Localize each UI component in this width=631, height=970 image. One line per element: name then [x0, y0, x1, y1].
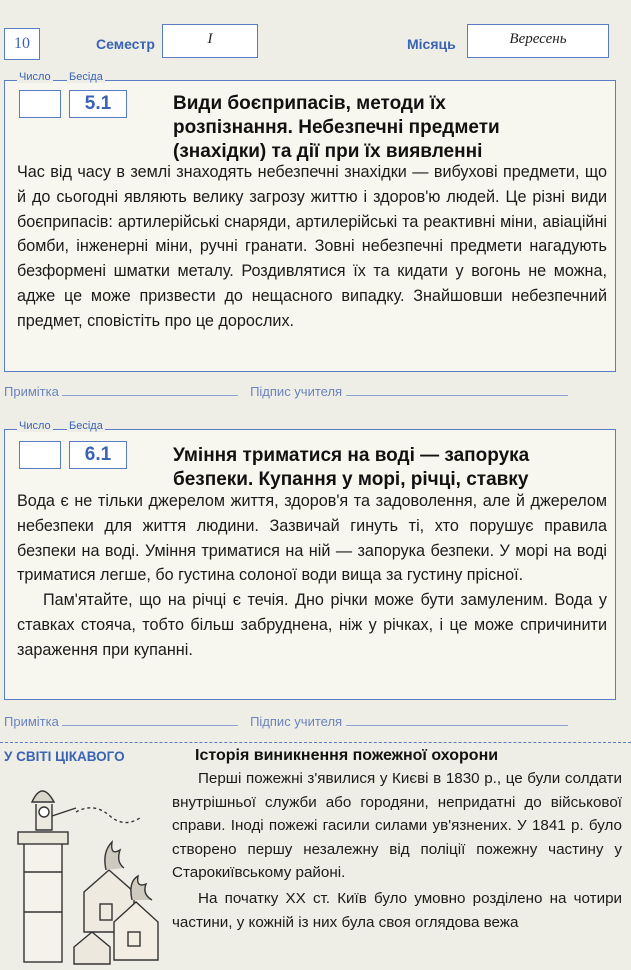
paragraph: Пам'ятайте, що на річці є течія. Дно річки може бути замуленим. Вода у ставках стояча, тобто більш забруднена, ніж у річках, і це може спричинити зараження при купанні.: [17, 591, 607, 659]
date-box[interactable]: [19, 90, 61, 118]
note-line[interactable]: [62, 383, 238, 396]
month-label: Місяць: [407, 36, 456, 52]
signature-label: Підпис учителя: [250, 384, 343, 399]
page-header: [0, 0, 631, 68]
title-line: Види боєприпасів, методи їх: [173, 93, 446, 114]
page-number: 10: [4, 28, 40, 60]
paragraph: Вода є не тільки джерелом життя, здоров'я та задоволення, але й джерелом небезпеки для життя людини. Зазвичай гинуть ті, хто порушує правила безпеки на воді. Уміння триматися на ній — запорука безпеки. У морі на воді триматися легше, бо густина солоної води вища за густину прісної.: [17, 492, 607, 585]
title-line: безпеки. Купання у морі, річці, ставку: [173, 469, 529, 490]
lesson-number: 6.1: [69, 441, 127, 469]
semester-field[interactable]: I: [162, 24, 258, 58]
paragraph: Перші пожежні з'явилися у Києві в 1830 р., це були солдати внутрішньої служби або городяни, непридатні до військової справи. Іноді пожежі гасили силами ув'язнених. У 1841 р. було створено першу незалежну від поліції пожежну частину у Старокиївському районі.: [172, 770, 622, 882]
lesson-text: [17, 160, 607, 334]
lesson-title: [173, 444, 529, 492]
lesson-box-2: [4, 420, 616, 700]
lesson-label: Бесіда: [69, 71, 103, 83]
lesson-label: Бесіда: [69, 420, 103, 432]
semester-label: Семестр: [96, 36, 155, 52]
paragraph: На початку XX ст. Київ було умовно розділено на чотири частини, у кожній із них була своя оглядова вежа: [172, 889, 622, 931]
note-row: [4, 713, 616, 729]
signature-line[interactable]: [346, 383, 568, 396]
article-text: [172, 767, 622, 934]
title-line: розпізнання. Небезпечні предмети: [173, 117, 500, 138]
title-line: Уміння триматися на воді — запорука: [173, 445, 530, 466]
date-box[interactable]: [19, 441, 61, 469]
month-field[interactable]: Вересень: [467, 24, 609, 58]
section-divider: [0, 742, 631, 743]
date-label: Число: [19, 420, 51, 432]
note-label: Примітка: [4, 384, 59, 399]
paragraph: Час від часу в землі знаходять небезпечні знахідки — вибухові предмети, що й до сьогодні являють велику загрозу життю і здоров'ю людей. Це різні види боєприпасів: артилерійські снаряди, артилерійські та реактивні міни, авіаційні бомби, інженерні міни, ручні гранати. Зовні небезпечні предмети нагадують безформені шматки металу. Роздивлятися їх та кидати у вогонь не можна, адже це може призвести до нещасного випадку. Знайшовши небезпечний предмет, сповістіть про це дорослих.: [17, 163, 607, 330]
signature-label: Підпис учителя: [250, 714, 343, 729]
date-label: Число: [19, 71, 51, 83]
section-label: У СВІТІ ЦІКАВОГО: [4, 749, 125, 764]
firefighter-tower-illustration: [14, 772, 164, 967]
title-line: (знахідки) та дії при їх виявленні: [173, 141, 483, 162]
lesson-text: [17, 489, 607, 663]
lesson-title: [173, 92, 500, 164]
lesson-box-1: [4, 71, 616, 372]
signature-line[interactable]: [346, 713, 568, 726]
article-title: Історія виникнення пожежної охорони: [195, 747, 499, 764]
note-row: [4, 383, 616, 399]
note-label: Примітка: [4, 714, 59, 729]
lesson-number: 5.1: [69, 90, 127, 118]
note-line[interactable]: [62, 713, 238, 726]
